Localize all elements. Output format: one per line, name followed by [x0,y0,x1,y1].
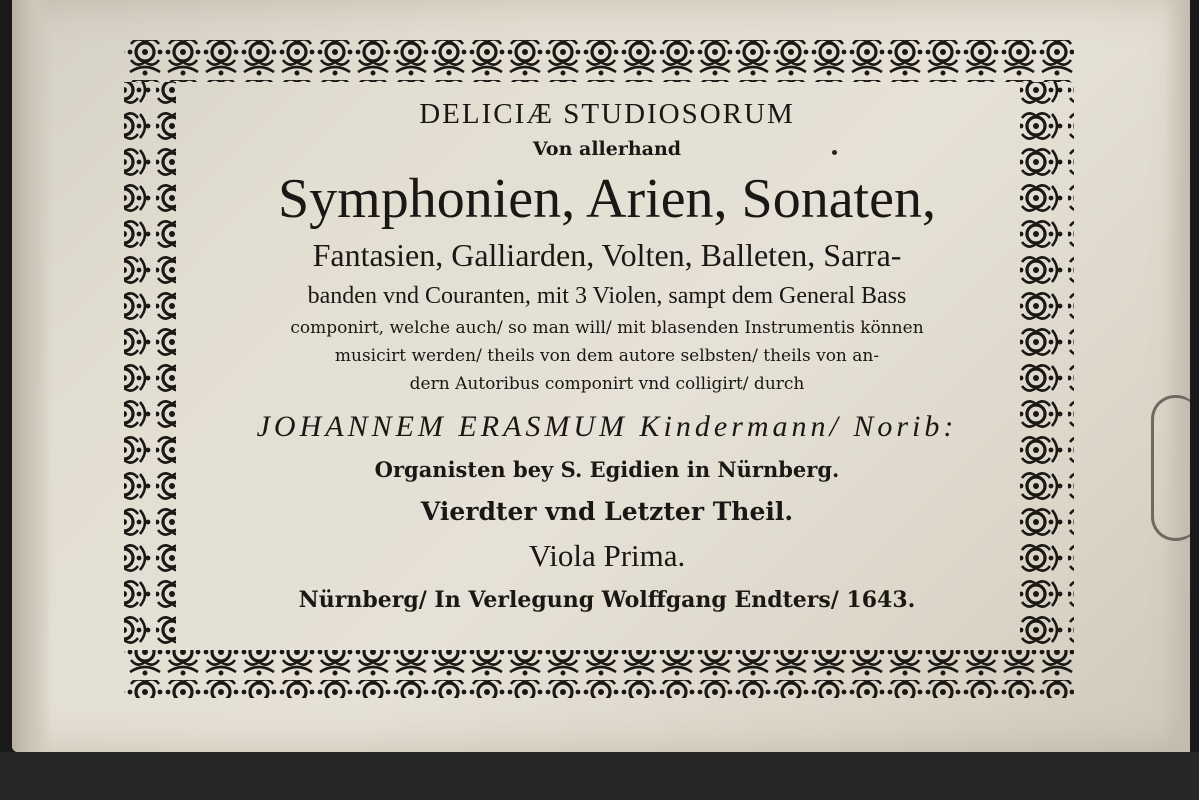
author-name: JOHANNEM ERASMUM Kindermann/ Norib: [256,410,958,443]
viewer-background-strip [0,752,1199,800]
border-top [124,38,1074,82]
author-position: Organisten bey S. Egidien in Nürnberg. [374,457,840,482]
title-deliciae: DELICIÆ STUDIOSORUM [419,98,795,130]
border-left [124,82,176,650]
subtitle-von-allerhand: Von allerhand [532,138,682,160]
part-name: Viola Prima. [528,538,686,573]
border-bottom [124,650,1074,698]
genres-line-3: banden vnd Couranten, mit 3 Violen, sampt dem General Bass [307,283,907,309]
imprint: Nürnberg/ In Verlegung Wolffgang Endters/ 1643. [298,587,916,613]
title-page-text [187,92,1027,652]
title-page [12,0,1190,752]
description-line-3: dern Autoribus componirt vnd colligirt/ durch [409,374,805,394]
genres-line-1: Symphonien, Arien, Sonaten, [278,168,936,230]
volume-part: Vierdter vnd Letzter Theil. [420,497,794,526]
description-line-2: musicirt werden/ theils von dem autore selbsten/ theils von an- [334,346,880,366]
genres-line-2: Fantasien, Galliarden, Volten, Balleten, Sarra- [312,237,902,273]
description-line-1: componirt, welche auch/ so man will/ mit blasenden Instrumentis können [290,318,924,338]
